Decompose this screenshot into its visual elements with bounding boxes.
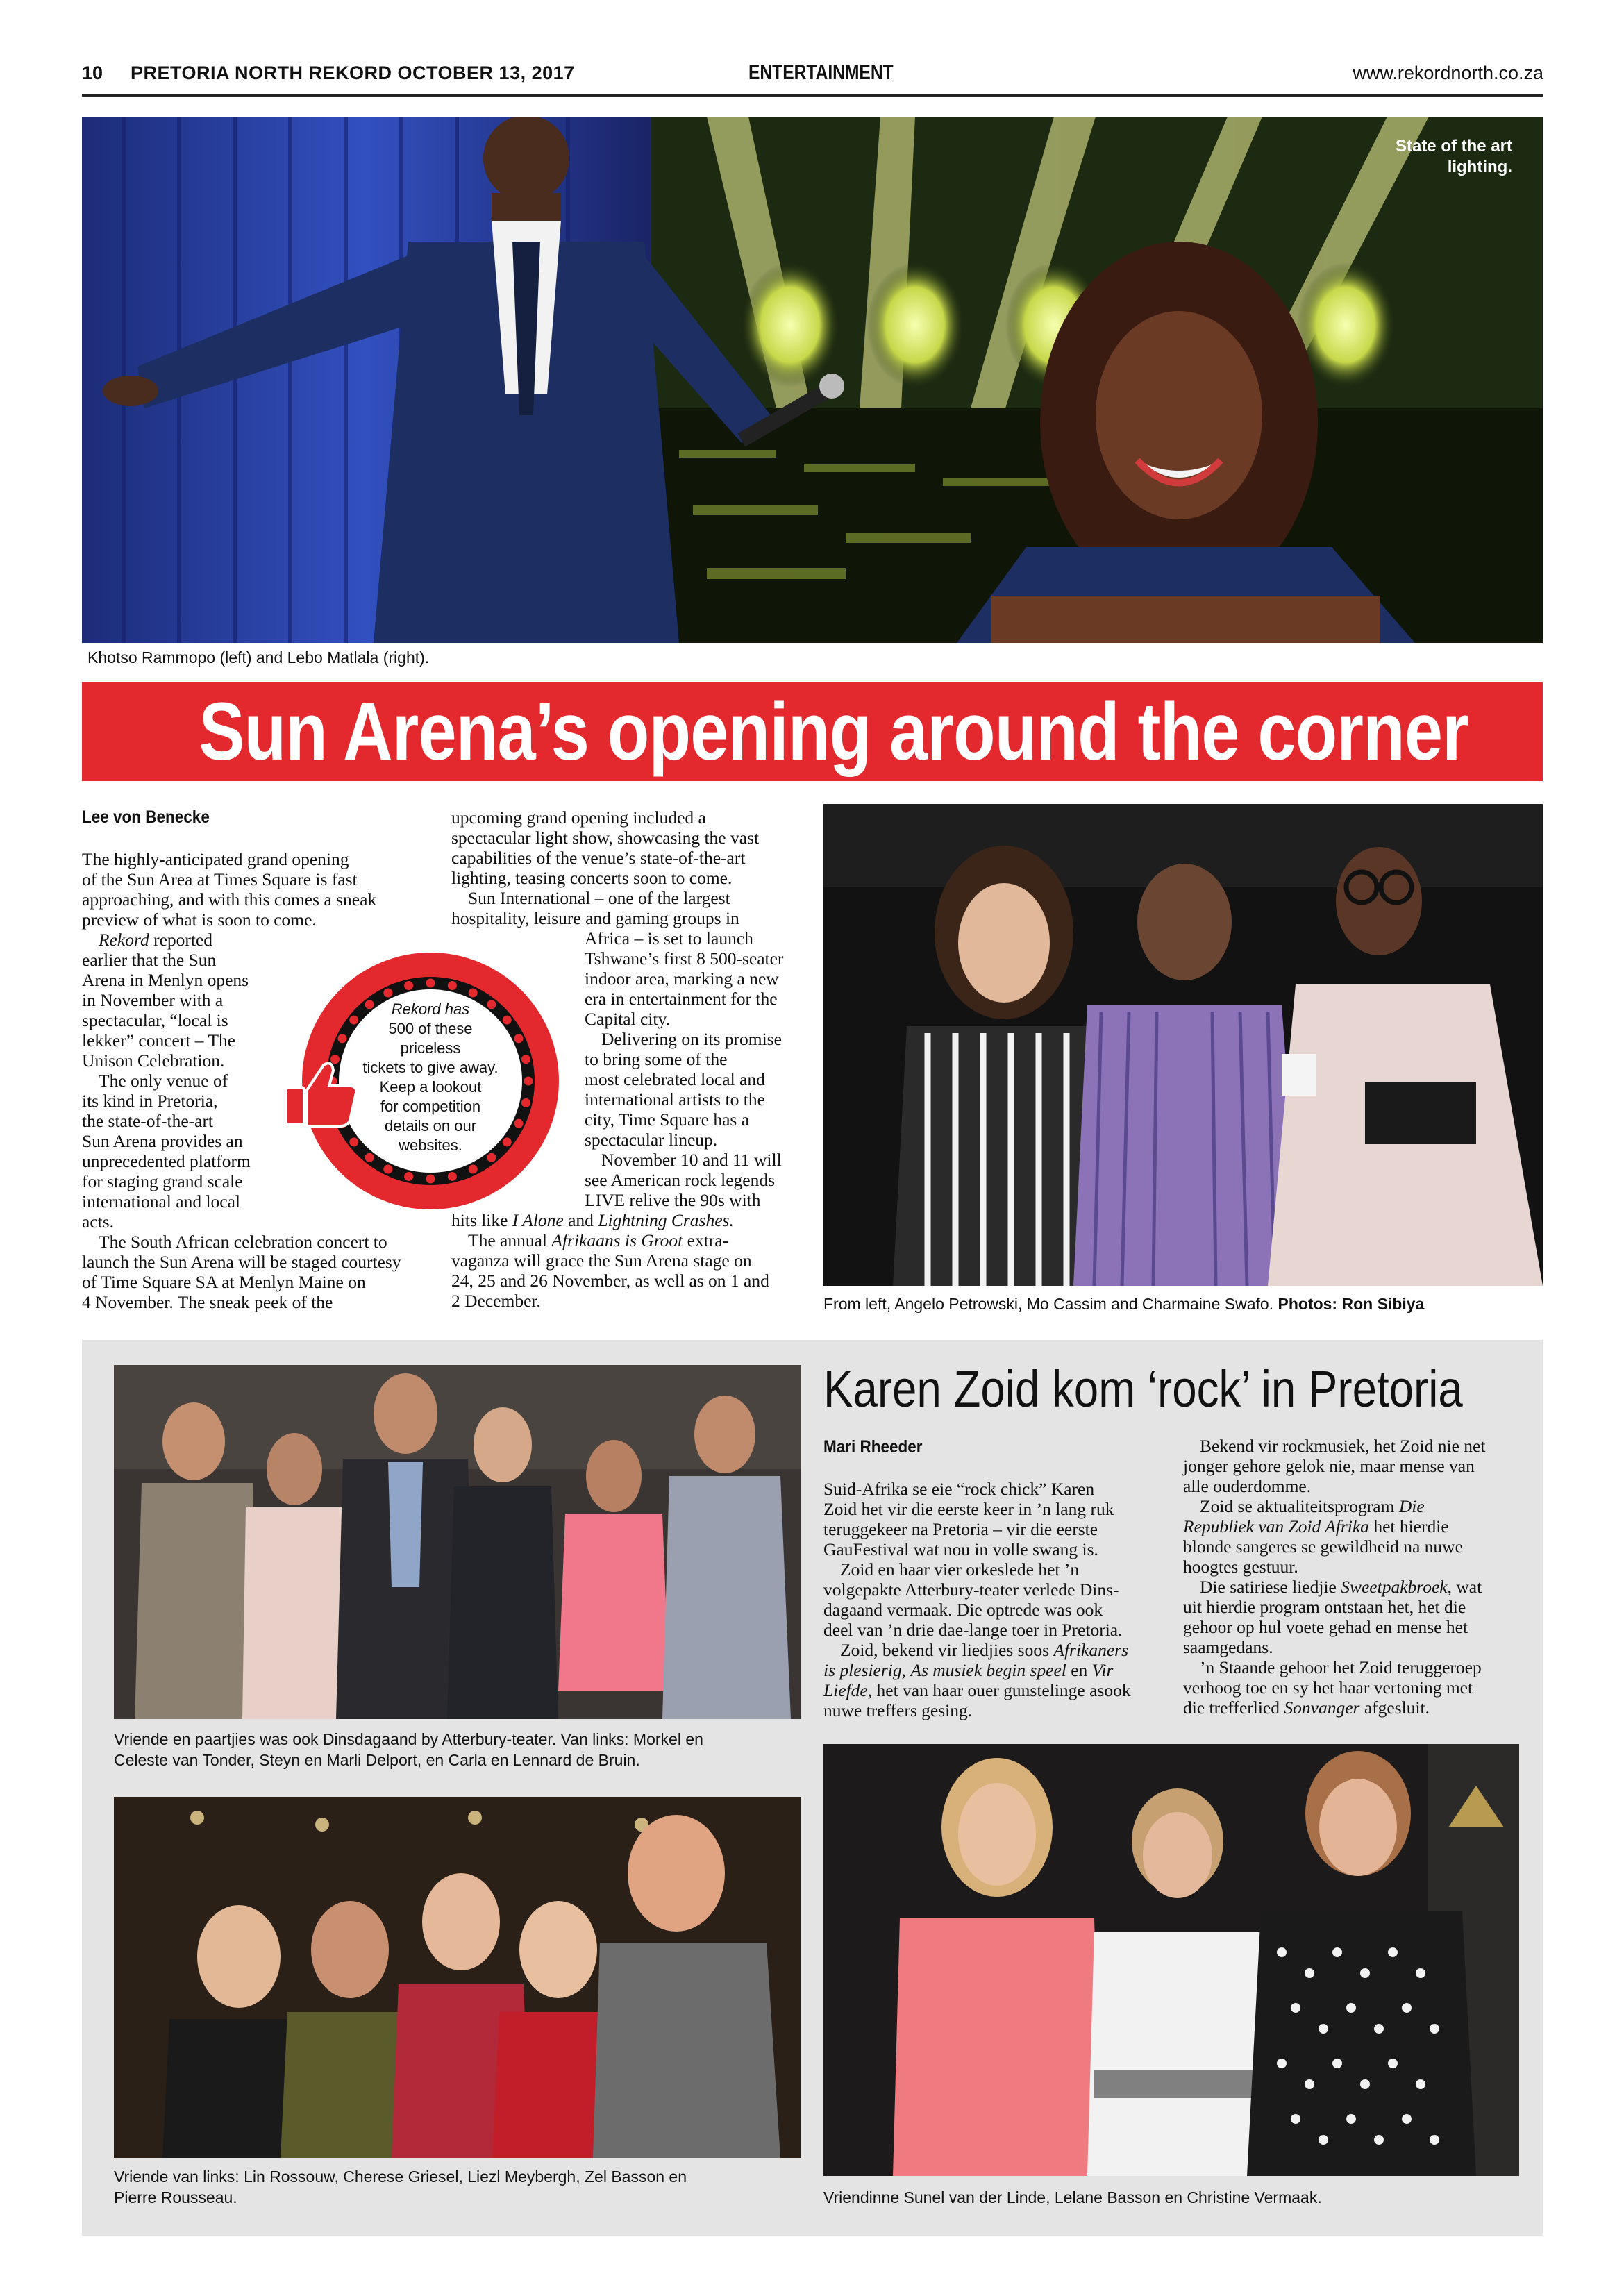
hero-caption: Khotso Rammopo (left) and Lebo Matlala (right). xyxy=(87,648,430,667)
promo-ring-dot xyxy=(426,1175,435,1184)
group-photo-2 xyxy=(114,1797,801,2158)
promo-ring-dot xyxy=(404,1172,413,1181)
group-photo-2-caption-line-2: Pierre Rousseau. xyxy=(114,2188,237,2206)
promo-ring-dot xyxy=(524,1077,533,1086)
group-photo-2-caption xyxy=(114,2166,808,2208)
promo-line-6: for competition xyxy=(380,1098,481,1115)
thumbs-up-icon xyxy=(283,1055,360,1132)
promo-ring-dot xyxy=(404,981,413,990)
article-headline: Sun Arena’s opening around the corner xyxy=(199,686,1468,778)
article-column-2: upcoming grand opening included a spectacular light show, showcasing the vast capabilities of the venue’s state-of-the-art lighting, teasing concerts soon to come. Sun International – one of the largest hospitality, leisure and gaming groups in Africa – is set to launch Tshwane’s first 8 500-seater indoor area, marking a new era in entertainment for the Capital city. Delivering on its promise to bring some of the most celebrated local and international artists to the city, Time Square has a spectacular lineup. November 10 and 11 will see American rock legends LIVE relive the 90s with hits like I Alone and Lightning Crashes. The annual Afrikaans is Groot extra- vaganza will grace the Sun Arena stage on 24, 25 and 26 November, as well as on 1 and 2 December. xyxy=(451,807,784,1311)
karen-column-2: Bekend vir rockmusiek, het Zoid nie net jonger gehore gelok nie, maar mense van alle ouderdomme. Zoid se aktualiteitsprogram Die Republiek van Zoid Afrika het hierdie blonde sangeres se gewildheid na nuwe hoogtes gestuur. Die satiriese liedjie Sweetpakbroek, wat uit hierdie program ontstaan het, het die gehoor op hul voete gehad en mense het saamgedans. ’n Staande gehoor het Zoid teruggeroep verhoog toe en sy het haar vertoning met die trefferlied Sonvanger afgesluit. xyxy=(1183,1436,1486,1718)
promo-ring-dot xyxy=(469,988,478,997)
promo-line-5: Keep a lookout xyxy=(379,1078,482,1096)
group-photo-2-caption-line-1: Vriende van links: Lin Rossouw, Cherese Griesel, Liezl Meybergh, Zel Basson en xyxy=(114,2168,687,2186)
trio-caption-text: From left, Angelo Petrowski, Mo Cassim and Charmaine Swafo. xyxy=(823,1295,1274,1313)
hero-overlay-line-1: State of the art xyxy=(1395,137,1512,156)
publication-dateline: PRETORIA NORTH REKORD OCTOBER 13, 2017 xyxy=(131,62,575,83)
page-number: 10 xyxy=(82,62,103,83)
promo-ring-dot xyxy=(383,988,392,997)
hero-overlay-line-2: lighting. xyxy=(1447,158,1512,176)
article-column-1: The highly-anticipated grand opening of the Sun Area at Times Square is fast approaching, and with this comes a sneak preview of what is soon to come. Rekord reported earlier that the Sun Arena in Menlyn opens in November with a spectacular, “local is lekker” concert – The Unison Celebration. The only venue of its kind in Pretoria, the state-of-the-art Sun Arena provides an unprecedented platform for staging grand scale international and local acts. The South African celebration concert to launch the Sun Arena will be staged courtesy of Time Square SA at Menlyn Maine on 4 November. The sneak peek of the xyxy=(82,849,401,1312)
promo-line-7: details on our xyxy=(384,1117,477,1134)
header-rule xyxy=(82,94,1543,97)
promo-line-2: 500 of these xyxy=(388,1020,473,1037)
promo-ring-dot xyxy=(448,1172,457,1181)
article-byline: Lee von Benecke xyxy=(82,807,210,827)
promo-line-8: websites. xyxy=(399,1137,462,1154)
group-photo-3 xyxy=(823,1744,1519,2176)
promo-line-4: tickets to give away. xyxy=(362,1059,499,1076)
article-photo-trio xyxy=(823,804,1543,1286)
promo-ring-dot xyxy=(426,979,435,988)
promo-text xyxy=(354,1000,507,1155)
karen-zoid-byline: Mari Rheeder xyxy=(823,1437,923,1457)
website-url: www.rekordnorth.co.za xyxy=(1353,62,1543,83)
karen-column-1: Suid-Afrika se eie “rock chick” Karen Zoid het vir die eerste keer in ’n lang ruk teruggekeer na Pretoria – vir die eerste GauFestival wat nou in volle swang is. Zoid en haar vier orkeslede het ’n volgepakte Atterbury-teater verlede Dins- dagaand vermaak. Die optrede was ook deel van ’n drie dae-lange toer in Pretoria. Zoid, bekend vir liedjies soos Afrikaners is plesierig, As musiek begin speel en Vir Liefde, het van haar ouer gunstelinge asook nuwe treffers gesing. xyxy=(823,1479,1131,1720)
group-photo-1-caption-line-2: Celeste van Tonder, Steyn en Marli Delport, en Carla en Lennard de Bruin. xyxy=(114,1751,640,1769)
promo-ring-dot xyxy=(448,981,457,990)
group-photo-1-caption xyxy=(114,1729,808,1770)
promo-ring-dot xyxy=(469,1165,478,1174)
promo-ring-dot xyxy=(383,1165,392,1174)
promo-ring-dot xyxy=(337,1034,346,1043)
hero-photo xyxy=(82,117,1543,643)
promo-ring-dot xyxy=(521,1098,530,1107)
group-photo-1 xyxy=(114,1365,801,1719)
promo-ring-dot xyxy=(514,1034,524,1043)
promo-line-3: priceless xyxy=(400,1039,461,1057)
promo-line-1: Rekord has xyxy=(391,1000,470,1018)
group-photo-1-caption-line-1: Vriende en paartjies was ook Dinsdagaand by Atterbury-teater. Van links: Morkel en xyxy=(114,1730,703,1748)
promo-ring-dot xyxy=(521,1055,530,1064)
karen-zoid-headline: Karen Zoid kom ‘rock’ in Pretoria xyxy=(823,1360,1463,1418)
group-photo-3-caption: Vriendinne Sunel van der Linde, Lelane Basson en Christine Vermaak. xyxy=(823,2188,1322,2206)
section-name: ENTERTAINMENT xyxy=(748,61,894,84)
promo-ring-dot xyxy=(514,1119,524,1128)
photo-credit: Photos: Ron Sibiya xyxy=(1278,1295,1425,1313)
trio-caption xyxy=(823,1293,1424,1314)
